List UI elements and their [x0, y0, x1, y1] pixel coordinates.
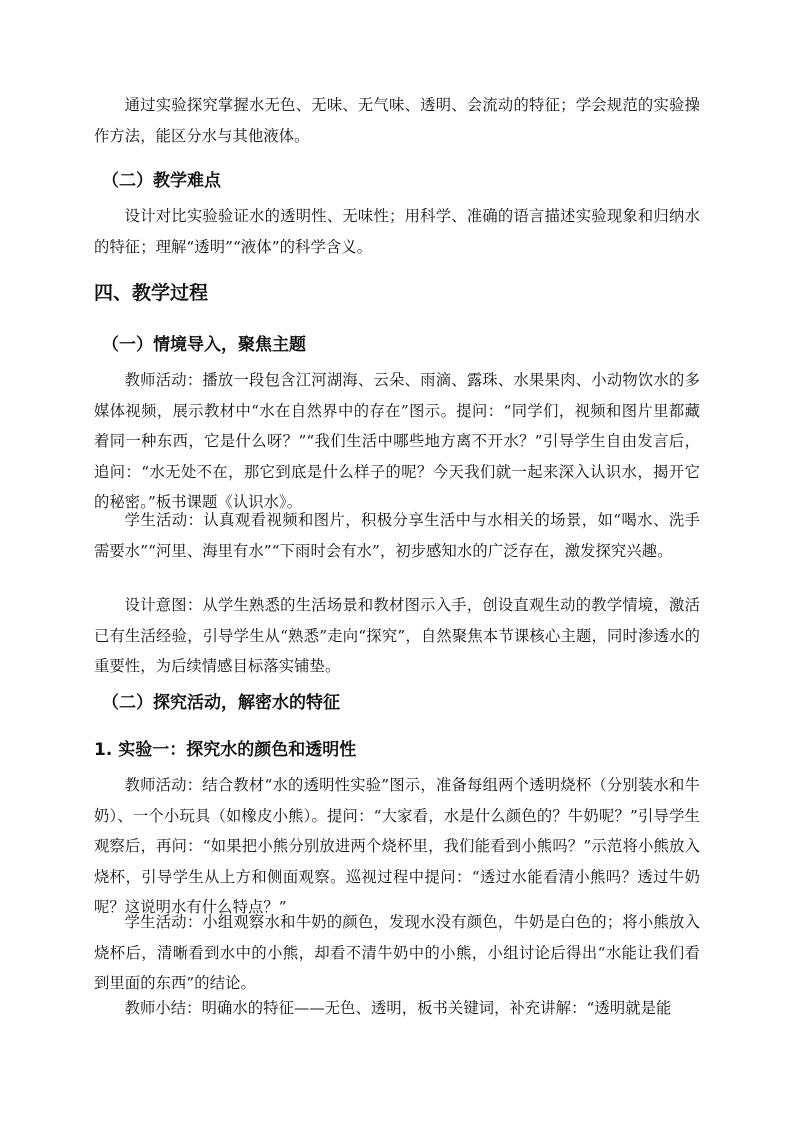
exp1-student-paragraph: 学生活动：小组观察水和牛奶的颜色，发现水没有颜色，牛奶是白色的；将小熊放入烧杯后，清晰看到水中的小熊，却看不清牛奶中的小熊，小组讨论后得出“水能让我们看到里面的东西”的结论。 [94, 913, 700, 992]
exp1-summary-paragraph: 教师小结：明确水的特征——无色、透明，板书关键词，补充讲解：“透明就是能 [124, 999, 672, 1017]
heading-experiment-one: 1. 实验一：探究水的颜色和透明性 [94, 740, 357, 760]
difficulty-paragraph: 设计对比实验验证水的透明性、无味性；用科学、准确的语言描述实验现象和归纳水的特征；理解“透明”“液体”的科学含义。 [94, 207, 700, 256]
heading-situation-intro: （一）情境导入，聚焦主题 [102, 335, 306, 355]
heading-teaching-process: 四、教学过程 [94, 282, 209, 304]
intro-student-paragraph: 学生活动：认真观看视频和图片，积极分享生活中与水相关的场景，如“喝水、洗手需要水”“河里、海里有水”“下雨时会有水”，初步感知水的广泛存在，激发探究兴趣。 [94, 511, 700, 560]
goal-paragraph: 通过实验探究掌握水无色、无味、无气味、透明、会流动的特征；学会规范的实验操作方法，能区分水与其他液体。 [94, 96, 700, 145]
heading-teaching-difficulty: （二）教学难点 [102, 171, 221, 191]
heading-explore-activity: （二）探究活动，解密水的特征 [102, 693, 340, 713]
intro-design-paragraph: 设计意图：从学生熟悉的生活场景和教材图示入手，创设直观生动的教学情境，激活已有生活经验，引导学生从“熟悉”走向“探究”，自然聚焦本节课核心主题，同时渗透水的重要性，为后续情感目标落实铺垫。 [94, 596, 700, 675]
exp1-teacher-paragraph: 教师活动：结合教材“水的透明性实验”图示，准备每组两个透明烧杯（分别装水和牛奶）、一个小玩具（如橡皮小熊）。提问：“大家看，水是什么颜色的？牛奶呢？”引导学生观察后，再问：“如果把小熊分别放进两个烧杯里，我们能看到小熊吗？”示范将小熊放入烧杯，引导学生从上方和侧面观察。巡视过程中提问：“透过水能看清小熊吗？透过牛奶呢？这说明水有什么特点？” [94, 776, 700, 916]
intro-teacher-paragraph: 教师活动：播放一段包含江河湖海、云朵、雨滴、露珠、水果果肉、小动物饮水的多媒体视频，展示教材中“水在自然界中的存在”图示。提问：“同学们，视频和图片里都藏着同一种东西，它是什么呀？”“我们生活中哪些地方离不开水？”引导学生自由发言后，追问：“水无处不在，那它到底是什么样子的呢？今天我们就一起来深入认识水，揭开它的秘密。”板书课题《认识水》。 [94, 371, 700, 511]
